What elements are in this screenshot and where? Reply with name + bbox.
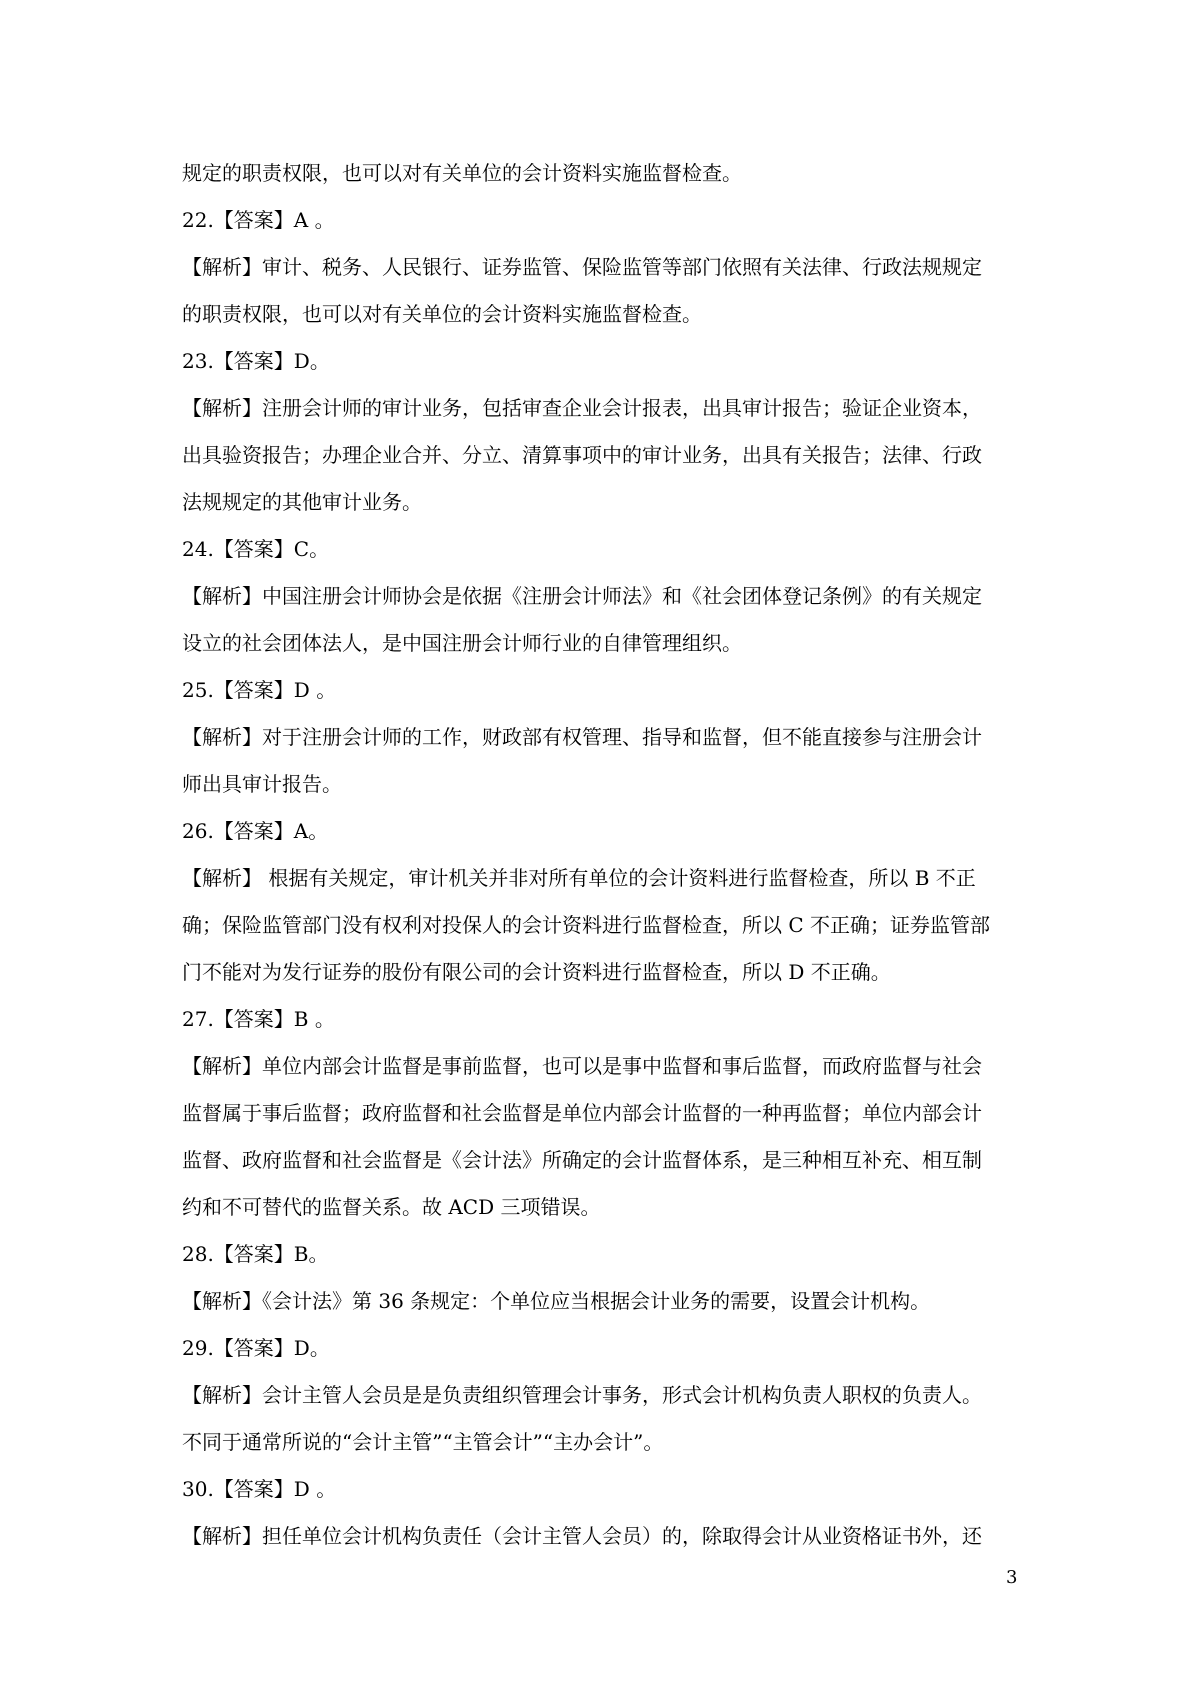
- text-line: 确；保险监管部门没有权利对投保人的会计资料进行监督检查，所以 C 不正确；证券监管部: [182, 913, 991, 937]
- analysis-line: 【解析】注册会计师的审计业务，包括审查企业会计报表，出具审计报告；验证企业资本，: [182, 396, 982, 420]
- analysis-line: 【解析】对于注册会计师的工作，财政部有权管理、指导和监督，但不能直接参与注册会计: [182, 725, 982, 749]
- answer-text-body: [182, 150, 1022, 1560]
- analysis-line: 【解析】会计主管人会员是是负责组织管理会计事务，形式会计机构负责人职权的负责人。: [182, 1383, 982, 1407]
- text-line: 师出具审计报告。: [182, 772, 342, 796]
- answer-line-28: 28.【答案】B。: [182, 1242, 329, 1266]
- text-line: 不同于通常所说的“会计主管”“主管会计”“主办会计”。: [182, 1430, 664, 1454]
- analysis-line: 【解析】担任单位会计机构负责任（会计主管人会员）的，除取得会计从业资格证书外，还: [182, 1524, 982, 1548]
- analysis-line: 【解析】《会计法》第 36 条规定：个单位应当根据会计业务的需要，设置会计机构。: [182, 1289, 931, 1313]
- answer-line-29: 29.【答案】D。: [182, 1336, 330, 1360]
- text-line: 监督、政府监督和社会监督是《会计法》所确定的会计监督体系，是三种相互补充、相互制: [182, 1148, 982, 1172]
- text-line: 出具验资报告；办理企业合并、分立、清算事项中的审计业务，出具有关报告；法律、行政: [182, 443, 982, 467]
- text-line: 设立的社会团体法人，是中国注册会计师行业的自律管理组织。: [182, 631, 742, 655]
- text-line: 监督属于事后监督；政府监督和社会监督是单位内部会计监督的一种再监督；单位内部会计: [182, 1101, 982, 1125]
- answer-line-25: 25.【答案】D 。: [182, 678, 337, 702]
- answer-line-24: 24.【答案】C。: [182, 537, 330, 561]
- page-number: 3: [1006, 1567, 1018, 1588]
- text-line: 规定的职责权限，也可以对有关单位的会计资料实施监督检查。: [182, 161, 742, 185]
- answer-line-30: 30.【答案】D 。: [182, 1477, 337, 1501]
- answer-line-23: 23.【答案】D。: [182, 349, 330, 373]
- text-line: 门不能对为发行证券的股份有限公司的会计资料进行监督检查，所以 D 不正确。: [182, 960, 891, 984]
- analysis-line: 【解析】审计、税务、人民银行、证券监管、保险监管等部门依照有关法律、行政法规规定: [182, 255, 982, 279]
- answer-line-27: 27.【答案】B 。: [182, 1007, 335, 1031]
- answer-line-22: 22.【答案】A 。: [182, 208, 335, 232]
- analysis-line: 【解析】中国注册会计师协会是依据《注册会计师法》和《社会团体登记条例》的有关规定: [182, 584, 982, 608]
- text-line: 的职责权限，也可以对有关单位的会计资料实施监督检查。: [182, 302, 702, 326]
- text-line: 法规规定的其他审计业务。: [182, 490, 422, 514]
- analysis-line: 【解析】 根据有关规定，审计机关并非对所有单位的会计资料进行监督检查，所以 B 不正: [182, 866, 976, 890]
- analysis-line: 【解析】单位内部会计监督是事前监督，也可以是事中监督和事后监督，而政府监督与社会: [182, 1054, 982, 1078]
- text-line: 约和不可替代的监督关系。故 ACD 三项错误。: [182, 1195, 601, 1219]
- answer-line-26: 26.【答案】A。: [182, 819, 329, 843]
